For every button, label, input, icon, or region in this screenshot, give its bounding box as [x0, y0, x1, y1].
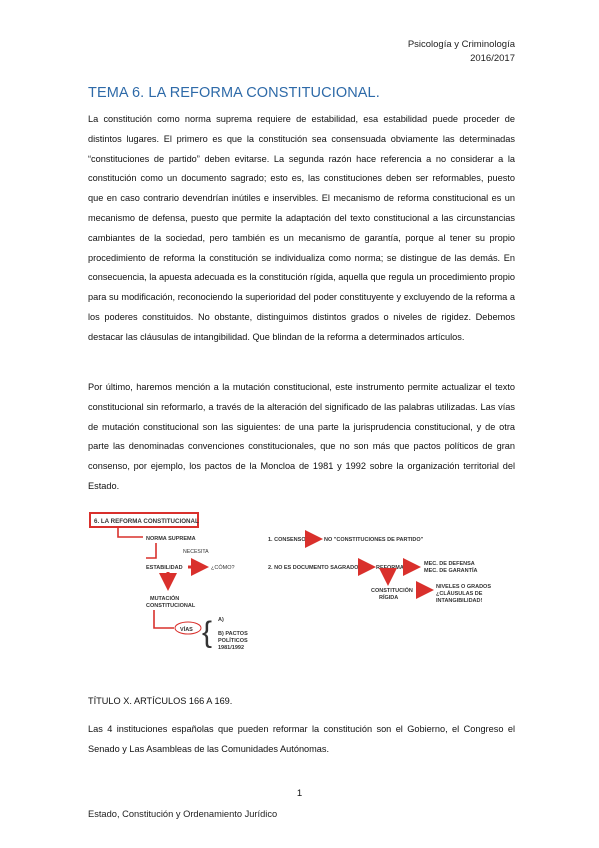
- label-como: ¿CÓMO?: [211, 565, 235, 571]
- paragraph-reforma: La constitución como norma suprema requiere de estabilidad, esa estabilidad puede proceder de distintos lugares. El primero es que la constitución sea consensuada obviamente las determinadas “constituciones de partido” deben evitarse. La segunda razón hace referencia a no considerar a la constitución como un documento sagrado; esto es, las constituciones deben ser reformables, puesto que en caso contrario devendrían inútiles e inservibles. El mecanismo de reforma constitucional es un mecanismo de defensa, puesto que permite la adaptación del texto constitucional a las circunstancias cambiantes de la sociedad, pero también es un mecanismo de garantía, porque al tener su propio procedimiento de reforma la constitución se individualiza como norma; se distingue de las demás. En consecuencia, la apuesta adecuada es la constitución rígida, aquella que regula un procedimiento propio para su modificación, reconociendo la superioridad del poder constituyente y excluyendo de la reforma a los poderes constituidos. No obstante, distinguimos distintos grados o niveles de rigidez. Debemos destacar las cláusulas de intangibilidad. Que blindan de la reforma a determinados artículos.: [88, 114, 515, 342]
- label-no-constituciones: NO "CONSTITUCIONES DE PARTIDO": [324, 537, 424, 543]
- diagram-title: 6. LA REFORMA CONSTITUCIONAL: [94, 518, 199, 525]
- label-no-documento: 2. NO ES DOCUMENTO SAGRADO: [268, 565, 359, 571]
- label-mutacion-1: MUTACIÓN: [150, 596, 180, 602]
- label-mec-garantia: MEC. DE GARANTÍA: [424, 568, 478, 574]
- label-norma-suprema: NORMA SUPREMA: [146, 536, 196, 542]
- page-header: [408, 38, 515, 66]
- label-reforma: REFORMA: [376, 565, 404, 571]
- label-b3: 1981/1992: [218, 645, 244, 651]
- paragraph-instituciones: Las 4 instituciones españolas que pueden reformar la constitución son el Gobierno, el Congreso el Senado y Las Asambleas de las Comunidades Autónomas.: [88, 724, 515, 754]
- label-niveles-2: ¿CLÁUSULAS DE: [436, 591, 483, 597]
- concept-diagram: [88, 510, 518, 670]
- label-estabilidad: ESTABILIDAD: [146, 565, 183, 571]
- title-x-heading: TÍTULO X. ARTÍCULOS 166 A 169.: [88, 696, 233, 706]
- brace-icon: {: [202, 616, 213, 649]
- label-niveles-3: INTANGIBILIDAD!: [436, 598, 483, 604]
- page-number: 1: [296, 788, 303, 799]
- paragraph-mutacion: Por último, haremos mención a la mutación constitucional, este instrumento permite actualizar el texto constitucional sin reformarlo, a través de la alteración del significado de las palabras utilizadas. Las vías de mutación constitucional son las siguientes: de una parte la jurisprudencia constitucional, y de otra parte las denominadas convenciones constitucionales, que no son más que pactos políticos de gran consenso, por ejemplo, los pactos de la Moncloa de 1981 y 1992 sobre la organización territorial del Estado.: [88, 382, 515, 491]
- label-vias: VÍAS: [180, 627, 193, 633]
- label-a: A): [218, 617, 224, 623]
- header-subject: Psicología y Criminología: [407, 39, 515, 50]
- label-mutacion-2: CONSTITUCIONAL: [146, 603, 196, 609]
- label-rigida-2: RÍGIDA: [379, 595, 399, 601]
- section-title: TEMA 6. LA REFORMA CONSTITUCIONAL.: [88, 85, 380, 101]
- label-b2: POLÍTICOS: [218, 638, 248, 644]
- label-niveles-1: NIVELES O GRADOS: [436, 584, 492, 590]
- label-rigida-1: CONSTITUCIÓN: [371, 588, 413, 594]
- label-mec-defensa: MEC. DE DEFENSA: [424, 561, 475, 567]
- label-necesita: NECESITA: [183, 549, 209, 555]
- page-footer: Estado, Constitución y Ordenamiento Jurídico: [88, 809, 278, 819]
- header-year: 2016/2017: [470, 53, 515, 64]
- label-b1: B) PACTOS: [218, 631, 248, 637]
- label-consenso: 1. CONSENSO: [268, 537, 306, 543]
